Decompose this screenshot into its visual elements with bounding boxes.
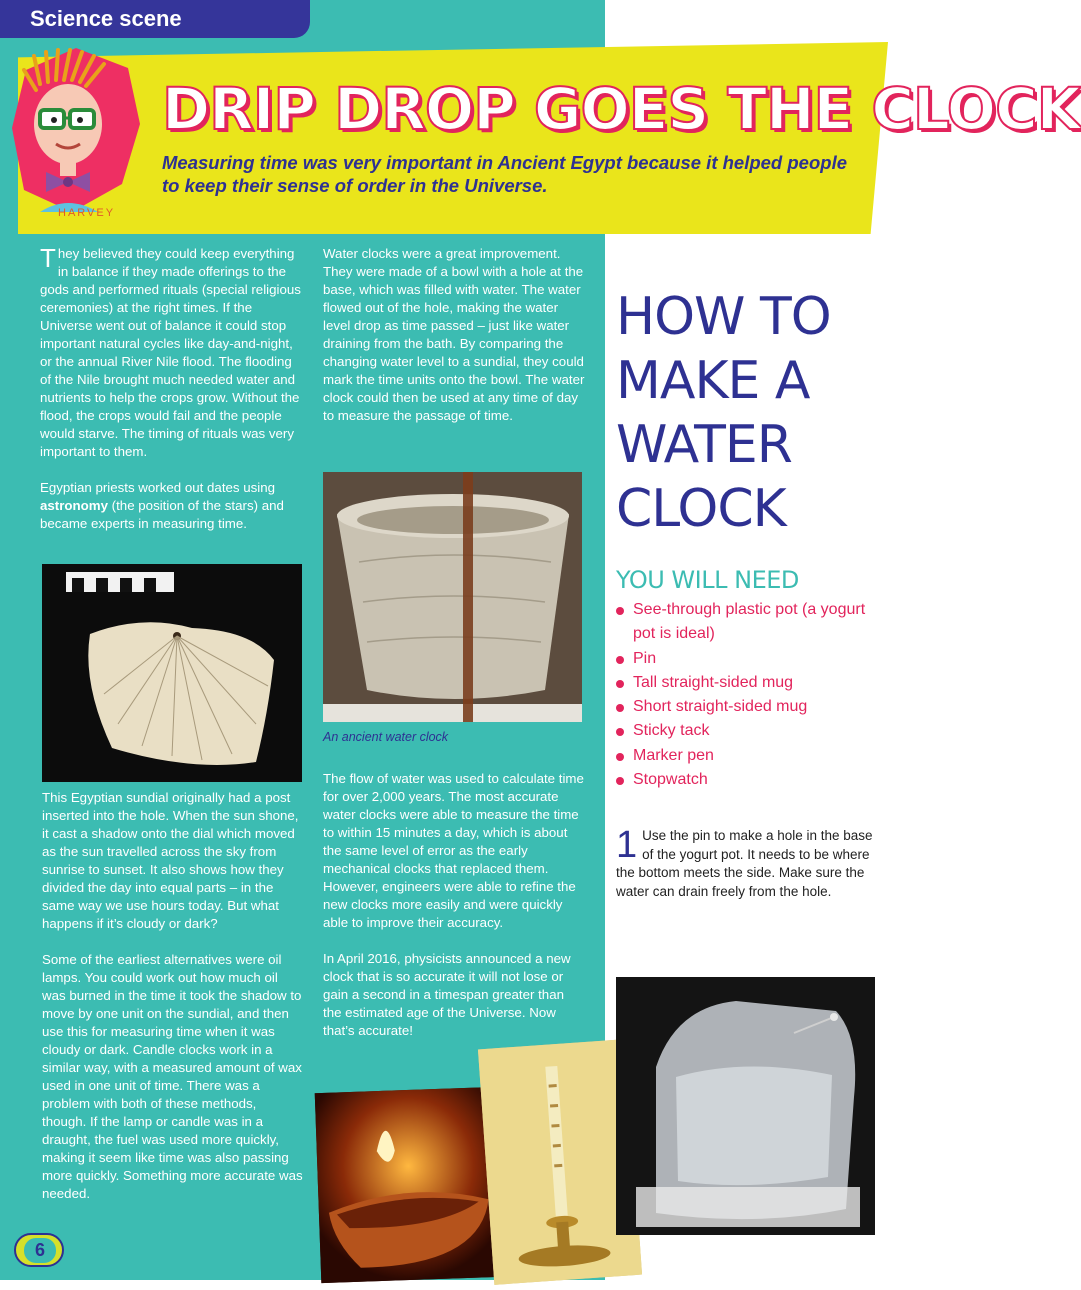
column-1-top	[40, 245, 302, 551]
paragraph-4: Some of the earliest alternatives were oil lamps. You could work out how much oil was burned in the time it took the shadow to move by one unit on the sundial, and then use this for measuring time when it was cloudy or dark. Candle clocks work in a similar way, with a measured amount of wax used in one unit of time. There was a problem with both of these methods, though. If the lamp or candle was in a draught, the fuel was used more quickly, making it seem like time was also passing more quickly. Something more accurate was needed.	[42, 952, 303, 1201]
harvey-avatar	[10, 44, 142, 224]
paragraph-1-text: hey believed they could keep everything in balance if they made offerings to the gods and performed rituals (special religious ceremonies) at the right times. If the Universe went out of balance it could stop important natural cycles like day-and-night, or the annual River Nile flood. The flooding of the Nile brought much needed water and nutrients to help the crops grow. Without the flood, the crops would fail and the people would starve. The timing of rituals was very important to them.	[40, 246, 301, 459]
step-1-number: 1	[616, 824, 638, 866]
column-2-bottom	[323, 770, 585, 1058]
you-will-need-heading: YOU WILL NEED	[616, 566, 799, 594]
materials-list	[616, 598, 876, 792]
character-name: HARVEY	[58, 207, 116, 219]
yogurt-pot-photo	[616, 977, 875, 1235]
list-item: Sticky tack	[616, 719, 876, 743]
oil-lamp-photo	[315, 1087, 504, 1283]
water-clock-photo	[323, 472, 582, 722]
paragraph-6: The flow of water was used to calculate time for over 2,000 years. The most accurate water clocks were able to measure the time to within 15 minutes a day, which is about the same level of error as the early mechanical clocks that replaced them. However, engineers were able to refine the new clocks more easily and were quickly able to improve their accuracy.	[323, 771, 584, 930]
list-item: See-through plastic pot (a yogurt pot is ideal)	[616, 598, 876, 647]
step-1	[616, 824, 881, 901]
list-item: Pin	[616, 647, 876, 671]
column-2-top	[323, 245, 585, 443]
column-1-bottom	[42, 789, 304, 1221]
paragraph-2	[40, 479, 302, 533]
paragraph-7: In April 2016, physicists announced a new clock that is so accurate it will not lose or gain a second in a timespan greater than the estimated age of the Universe. Now that’s accurate!	[323, 951, 571, 1038]
harvey-illustration	[10, 44, 142, 224]
paragraph-1	[40, 245, 302, 461]
page-title: DRIP DROP GOES THE CLOCK	[162, 75, 1081, 143]
list-item: Marker pen	[616, 744, 876, 768]
list-item: Stopwatch	[616, 768, 876, 792]
page-number-badge	[14, 1233, 64, 1267]
how-to-title-line-2: MAKE A	[616, 351, 810, 411]
page-number: 6	[24, 1238, 56, 1263]
paragraph-5: Water clocks were a great improvement. They were made of a bowl with a hole at the base, which was filled with water. The water flowed out of the hole, making the water level drop as time passed – just like water draining from the bath. By comparing the changing water level to a sundial, they could mark the time units onto the bowl. The water clock could then be used at any time of day to measure the passage of time.	[323, 246, 585, 423]
paragraph-2-end: (the position of the stars) and became experts in measuring time.	[40, 498, 284, 531]
step-1-text: Use the pin to make a hole in the base of the yogurt pot. It needs to be where the bottom meets the side. Make sure the water can drain freely from the hole.	[616, 828, 873, 899]
list-item: Tall straight-sided mug	[616, 671, 876, 695]
how-to-title-line-3: WATER	[616, 415, 792, 475]
section-tab: Science scene	[0, 0, 310, 38]
how-to-title-line-1: HOW TO	[616, 287, 831, 347]
paragraph-3: This Egyptian sundial originally had a post inserted into the hole. When the sun shone, it cast a shadow onto the dial which moved as the sun travelled across the sky from sunrise to sunset. It also shows how they divided the day into equal parts – in the same way we use hours today. But what happens if it’s cloudy or dark?	[42, 790, 299, 931]
how-to-title	[616, 285, 886, 541]
paragraph-2-start: Egyptian priests worked out dates using	[40, 480, 276, 495]
water-clock-caption: An ancient water clock	[323, 730, 449, 744]
drop-cap: T	[40, 243, 56, 273]
list-item: Short straight-sided mug	[616, 695, 876, 719]
how-to-title-line-4: CLOCK	[616, 479, 786, 539]
astronomy-term: astronomy	[40, 498, 108, 513]
sundial-photo	[42, 564, 302, 782]
intro-standfirst: Measuring time was very important in Ancient Egypt because it helped people to keep their sense of order in the Universe.	[162, 152, 847, 196]
